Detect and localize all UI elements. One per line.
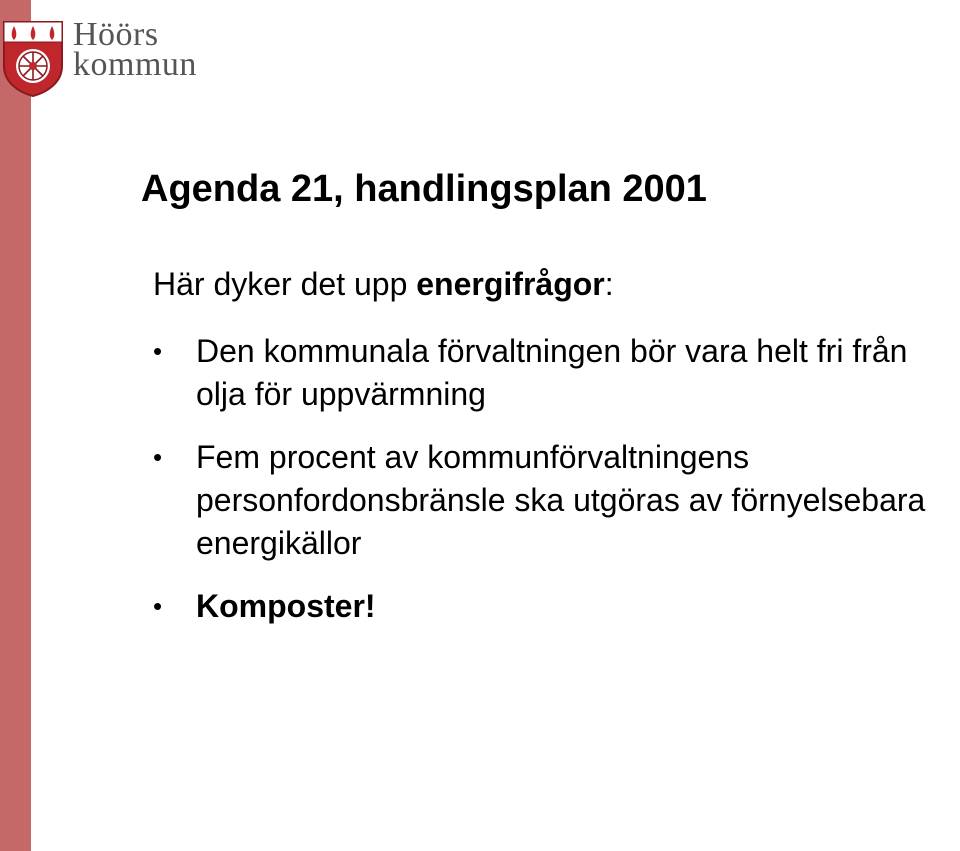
bullet-item	[153, 330, 960, 416]
intro-suffix: :	[604, 266, 614, 302]
logo-wordmark	[73, 16, 197, 83]
bullet-item	[153, 436, 960, 565]
intro-keyword: energifrågor	[416, 266, 605, 302]
bullet-text: Komposter!	[196, 588, 376, 624]
bullet-marker: •	[153, 591, 163, 621]
slide-title: Agenda 21, handlingsplan 2001	[141, 168, 707, 210]
logo-line-1: Höörs	[73, 16, 159, 53]
intro-prefix: Här dyker det upp	[153, 266, 417, 302]
logo-line-2: kommun	[73, 46, 197, 83]
coat-of-arms-icon	[2, 20, 64, 98]
bullet-marker: •	[153, 442, 163, 472]
bullet-marker: •	[153, 336, 163, 366]
bullet-list	[153, 330, 960, 648]
bullet-text: Den kommunala förvaltningen bör vara helt fri från olja för uppvärmning	[196, 333, 908, 412]
side-accent-bar	[0, 0, 31, 851]
bullet-item	[153, 585, 960, 628]
municipality-logo	[0, 16, 230, 100]
bullet-text: Fem procent av kommunförvaltningens personfordonsbränsle ska utgöras av förnyelsebara energikällor	[196, 439, 926, 561]
intro-line	[153, 266, 614, 303]
